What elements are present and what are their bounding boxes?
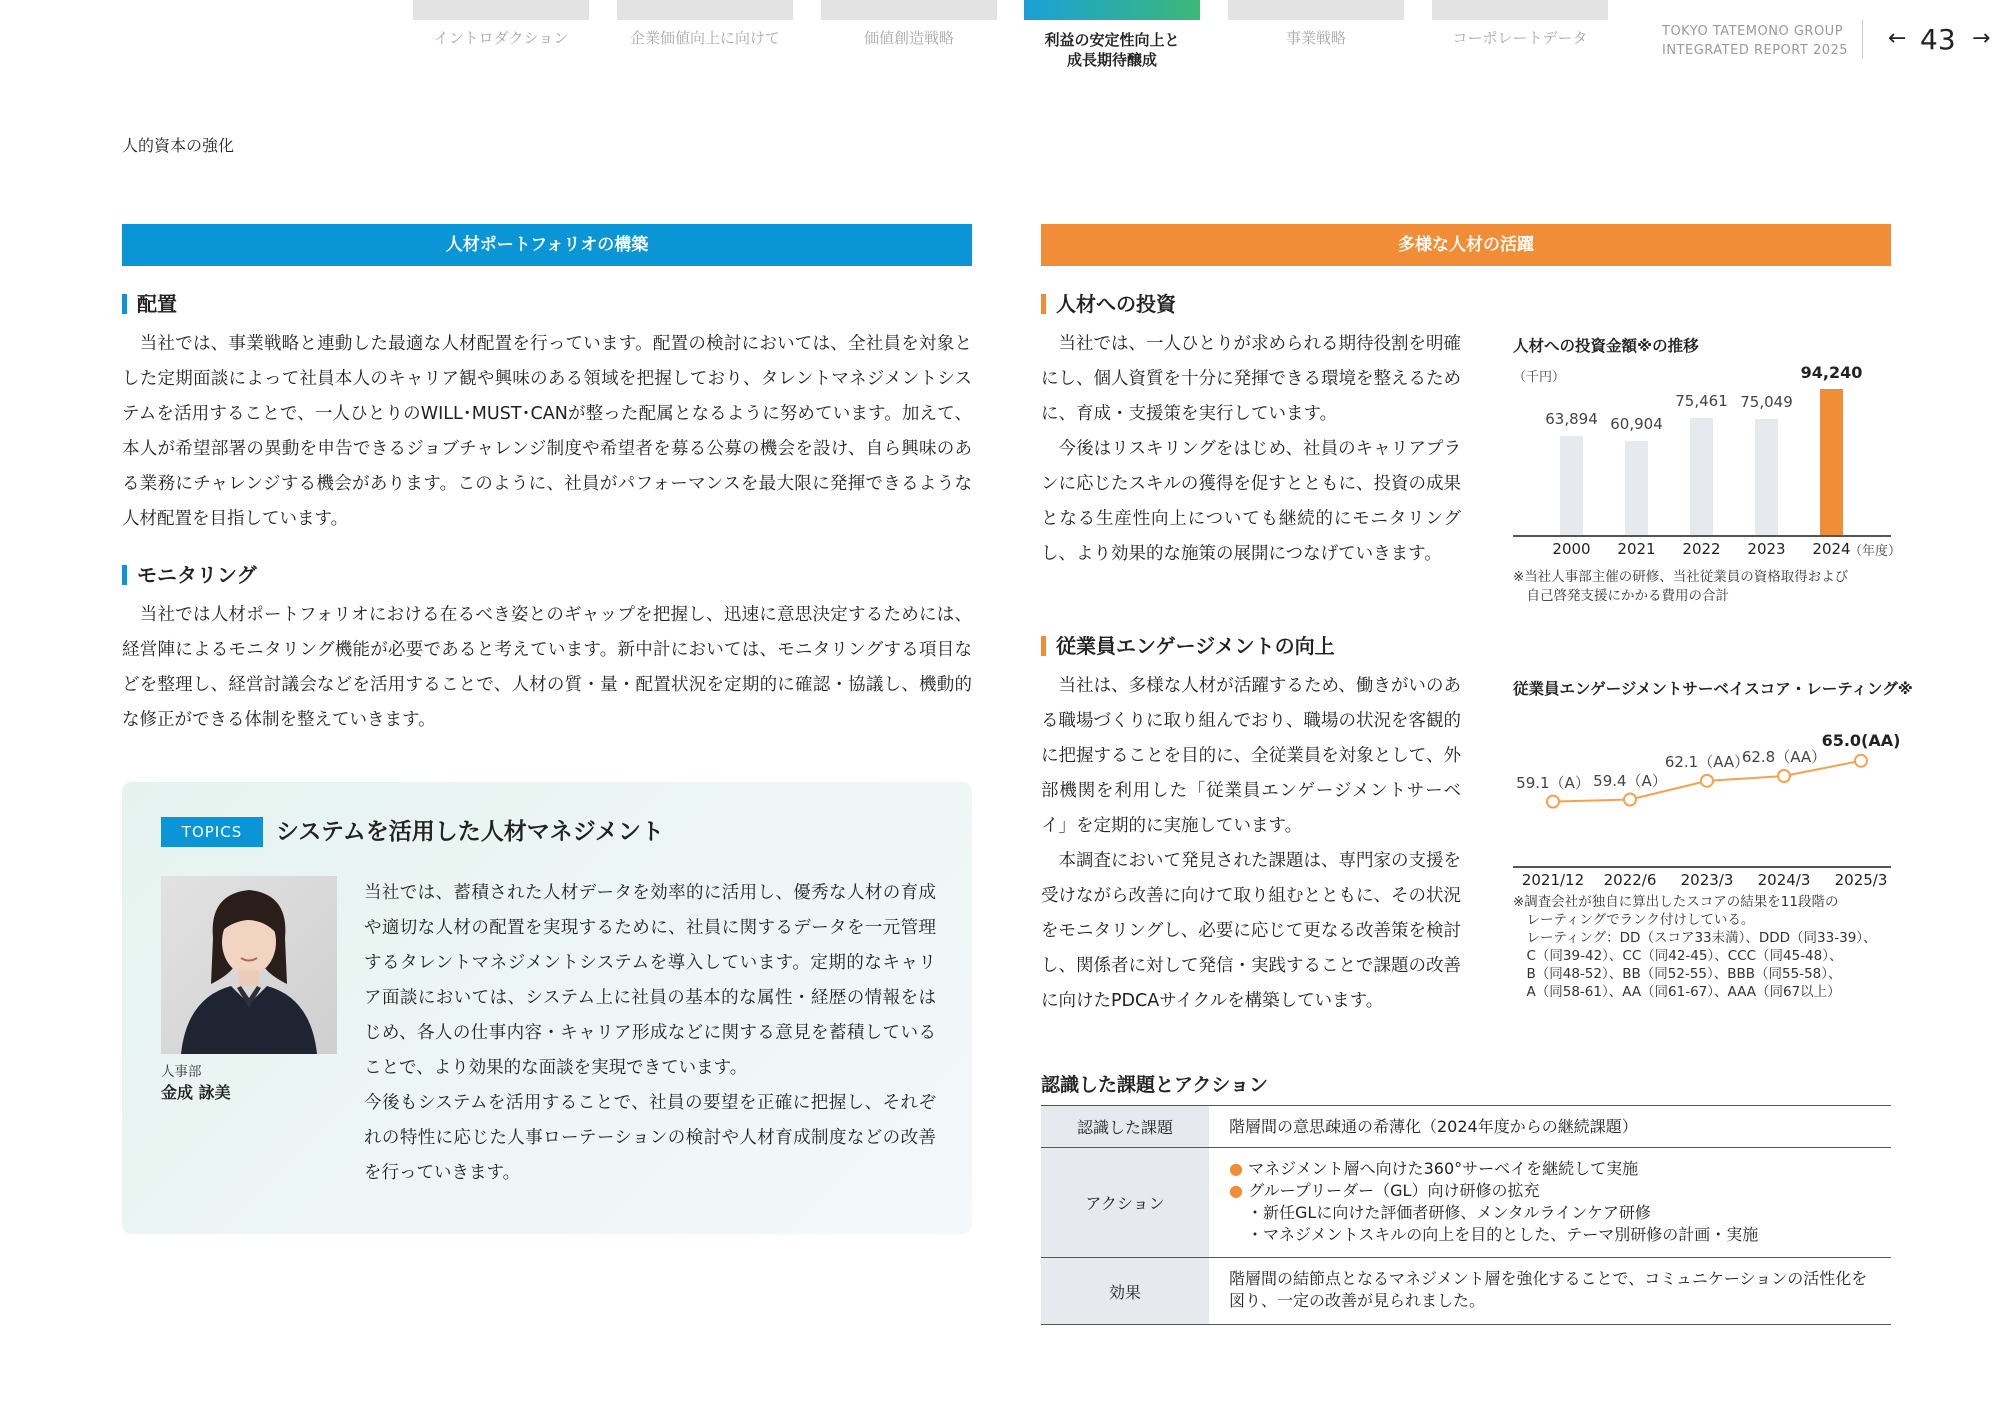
next-page-arrow-icon[interactable]: → xyxy=(1972,26,1991,51)
heading-engagement: 従業員エンゲージメントの向上 xyxy=(1041,633,1335,659)
nav-tab-label-active[interactable] xyxy=(1024,30,1200,70)
x-tick-label: 2022/6 xyxy=(1603,871,1657,889)
chart-footnote-line: ※調査会社が独自に算出したスコアの結果を11段階の xyxy=(1513,894,1839,910)
person-department: 人事部 xyxy=(161,1064,202,1080)
x-tick-label: 2022 xyxy=(1682,540,1721,558)
topics-title: システムを活用した人材マネジメント xyxy=(276,819,665,845)
list-item xyxy=(1229,1180,1871,1202)
list-item xyxy=(1229,1158,1871,1180)
chart-x-axis xyxy=(1513,866,1891,868)
table-row-header: 効果 xyxy=(1041,1258,1209,1324)
nav-tab-label[interactable]: 企業価値向上に向けて xyxy=(629,29,780,47)
table-row-header: アクション xyxy=(1041,1148,1209,1257)
nav-tab-label[interactable]: 価値創造戦略 xyxy=(863,29,954,47)
chart-footnote xyxy=(1513,893,1877,1001)
prev-page-arrow-icon[interactable]: ← xyxy=(1888,26,1907,51)
bullet-icon: ● xyxy=(1229,1159,1243,1178)
effect-line: 図り、一定の改善が見られました。 xyxy=(1229,1291,1486,1310)
placement-body: 当社では、事業戦略と連動した最適な人材配置を行っています。配置の検討においては、全社員を対象とした定期面談によって社員本人のキャリア観や興味のある領域を把握しており、タレントマネジメントシステムを活用することで、一人ひとりのWILL･MUST･CANが整った配属となるように努めています。加えて、本人が希望部署の異動を申告できるジョブチャレンジ制度や希望者を募る公募の機会を設け、自ら興味のある業務にチャレンジする機会があります。このように、社員がパフォーマンスを最大限に発揮できるような人材配置を目指しています。 xyxy=(122,334,972,529)
nav-tab-bar[interactable] xyxy=(617,0,793,20)
nav-tab-bar[interactable] xyxy=(1432,0,1608,20)
issues-actions-table xyxy=(1041,1105,1891,1325)
person-photo xyxy=(161,876,337,1054)
point-value-label: 59.4（A） xyxy=(1593,771,1667,790)
x-tick-label: 2021/12 xyxy=(1521,871,1585,889)
chart-footnote-line: C（同39-42）、CC（同42-45）、CCC（同45-48）、 xyxy=(1513,948,1843,964)
nav-tab-label-line: 成長期待醸成 xyxy=(1066,51,1157,69)
nav-tab-label[interactable]: コーポレートデータ xyxy=(1452,29,1588,47)
point-value-label: 59.1（A） xyxy=(1516,773,1590,792)
x-tick-label: 2021 xyxy=(1617,540,1656,558)
report-name xyxy=(1662,22,1848,60)
x-tick-label: 2024/3 xyxy=(1757,871,1811,889)
chart-title: 人材への投資金額※の推移 xyxy=(1513,337,1699,355)
nav-tab-bar[interactable] xyxy=(821,0,997,20)
bar-value-label: 63,894 xyxy=(1545,409,1598,428)
topics-badge: TOPICS xyxy=(161,817,263,847)
nav-tab-label[interactable]: 事業戦略 xyxy=(1285,29,1346,47)
chart-bar xyxy=(1820,389,1843,535)
x-tick-label: 2024 xyxy=(1812,540,1851,558)
nav-tab-label-line: 利益の安定性向上と xyxy=(1044,31,1180,49)
data-point xyxy=(1778,770,1790,782)
action-item: グループリーダー（GL）向け研修の拡充 xyxy=(1248,1181,1540,1200)
chart-bar xyxy=(1560,436,1583,535)
engagement-body: 当社は、多様な人材が活躍するため、働きがいのある職場づくりに取り組んでおり、職場の状況を客観的に把握することを目的に、全従業員を対象として、外部機関を利用した「従業員エンゲージメントサーベイ」を定期的に実施しています。 本調査において発見された課題は、専門家の支援を受けながら改善に向けて取り組むとともに、その状況をモニタリングし、必要に応じて更なる改善策を検討し、関係者に対して発信・実践することで課題の改善に向けたPDCAサイクルを構築しています。 xyxy=(1041,676,1461,1011)
chart-footnote-line: A（同58-61）、AA（同61-67）、AAA（同67以上） xyxy=(1513,984,1841,1000)
chart-bar xyxy=(1755,419,1778,535)
table-row xyxy=(1041,1148,1891,1258)
effect-line: 階層間の結節点となるマネジメント層を強化することで、コミュニケーションの活性化を xyxy=(1229,1269,1868,1288)
chart-title: 従業員エンゲージメントサーベイスコア・レーティング※ xyxy=(1513,680,1913,698)
table-title: 認識した課題とアクション xyxy=(1041,1074,1269,1096)
bar-value-label: 75,461 xyxy=(1675,392,1728,411)
table-row-content: 階層間の意思疎通の希薄化（2024年度からの継続課題） xyxy=(1229,1116,1638,1136)
nav-tab-bar[interactable] xyxy=(413,0,589,20)
heading-monitoring: モニタリング xyxy=(122,562,257,588)
chart-x-axis xyxy=(1513,535,1891,537)
investment-body: 当社では、一人ひとりが求められる期待役割を明確にし、個人資質を十分に発揮できる環境を整えるために、育成・支援策を実行しています。 今後はリスキリングをはじめ、社員のキャリアプランに応じたスキルの獲得を促すとともに、投資の成果となる生産性向上についても継続的にモニタリングし、より効果的な施策の展開につなげていきます。 xyxy=(1041,334,1461,564)
table-row-content xyxy=(1209,1148,1891,1257)
bar-value-label: 75,049 xyxy=(1740,392,1793,411)
monitoring-body: 当社では人材ポートフォリオにおける在るべき姿とのギャップを把握し、迅速に意思決定するためには、経営陣によるモニタリング機能が必要であると考えています。新中計においては、モニタリングする項目などを整理し、経営討議会などを活用することで、人材の質・量・配置状況を定期的に確認・協議し、機動的な修正ができる体制を整えていきます。 xyxy=(122,605,972,730)
data-point xyxy=(1547,796,1559,808)
report-name-line: TOKYO TATEMONO GROUP xyxy=(1662,24,1844,39)
bullet-icon: ● xyxy=(1229,1181,1243,1200)
action-item: マネジメント層へ向けた360°サーベイを継続して実施 xyxy=(1248,1159,1639,1178)
chart-y-unit: （千円） xyxy=(1513,370,1566,385)
bar-value-label: 60,904 xyxy=(1610,414,1663,433)
action-subitem: ・新任GLに向けた評価者研修、メンタルラインケア研修 xyxy=(1247,1203,1651,1222)
report-name-line: INTEGRATED REPORT 2025 xyxy=(1662,43,1849,58)
x-tick-label: 2025/3 xyxy=(1834,871,1888,889)
data-point xyxy=(1701,775,1713,787)
x-tick-label: 2023 xyxy=(1747,540,1786,558)
x-tick-label: 2000 xyxy=(1552,540,1591,558)
chart-footnote-line: 自己啓発支援にかかる費用の合計 xyxy=(1513,588,1729,604)
person-name: 金成 詠美 xyxy=(161,1083,231,1102)
chart-bar xyxy=(1690,418,1713,535)
point-value-label: 62.8（AA） xyxy=(1741,748,1827,766)
chart-footnote-line: レーティング：DD（スコア33未満）、DDD（同33-39）、 xyxy=(1513,930,1877,946)
topics-body: 当社では、蓄積された人材データを効率的に活用し、優秀な人材の育成や適切な人材の配置を実現するために、社員に関するデータを一元管理するタレントマネジメントシステムを導入しています。定期的なキャリア面談においては、システム上に社員の基本的な属性・経歴の情報をはじめ、各人の仕事内容・キャリア形成などに関する意見を蓄積していることで、より効果的な面談を実現できています。 今後もシステムを活用することで、社員の要望を正確に把握し、それぞれの特性に応じた人事ローテーションの検討や人材育成制度などの改善を行っていきます。 xyxy=(364,883,936,1183)
table-row-header: 認識した課題 xyxy=(1041,1106,1209,1147)
chart-footnote-line: ※当社人事部主催の研修、当社従業員の資格取得および xyxy=(1513,569,1849,585)
action-subitem: ・マネジメントスキルの向上を目的とした、テーマ別研修の計画・実施 xyxy=(1247,1225,1759,1244)
nav-tab-bar[interactable] xyxy=(1228,0,1404,20)
chart-x-unit: （年度） xyxy=(1849,544,1902,559)
data-point xyxy=(1624,794,1636,806)
table-row-content xyxy=(1209,1258,1891,1324)
heading-investment: 人材への投資 xyxy=(1041,291,1176,317)
page-number: 43 xyxy=(1920,23,1956,56)
heading-placement: 配置 xyxy=(122,291,177,317)
band-talent-portfolio: 人材ポートフォリオの構築 xyxy=(122,224,972,266)
nav-divider xyxy=(1862,20,1863,58)
bar-value-label: 94,240 xyxy=(1800,362,1863,382)
x-tick-label: 2023/3 xyxy=(1680,871,1734,889)
chart-footnote-line: B（同48-52）、BB（同52-55）、BBB（同55-58）、 xyxy=(1513,966,1842,982)
data-point xyxy=(1855,755,1867,767)
chart-footnote xyxy=(1513,568,1848,606)
table-row xyxy=(1041,1258,1891,1324)
nav-tab-label[interactable]: イントロダクション xyxy=(433,29,569,47)
point-value-label: 62.1（AA） xyxy=(1664,752,1750,771)
section-label: 人的資本の強化 xyxy=(122,136,235,155)
nav-tab-bar-active[interactable] xyxy=(1024,0,1200,20)
table-row xyxy=(1041,1106,1891,1148)
chart-bar xyxy=(1625,441,1648,535)
chart-footnote-line: レーティングでランク付けしている。 xyxy=(1513,912,1755,928)
band-diverse-talent: 多様な人材の活躍 xyxy=(1041,224,1891,266)
point-value-label: 65.0(AA) xyxy=(1821,730,1901,750)
